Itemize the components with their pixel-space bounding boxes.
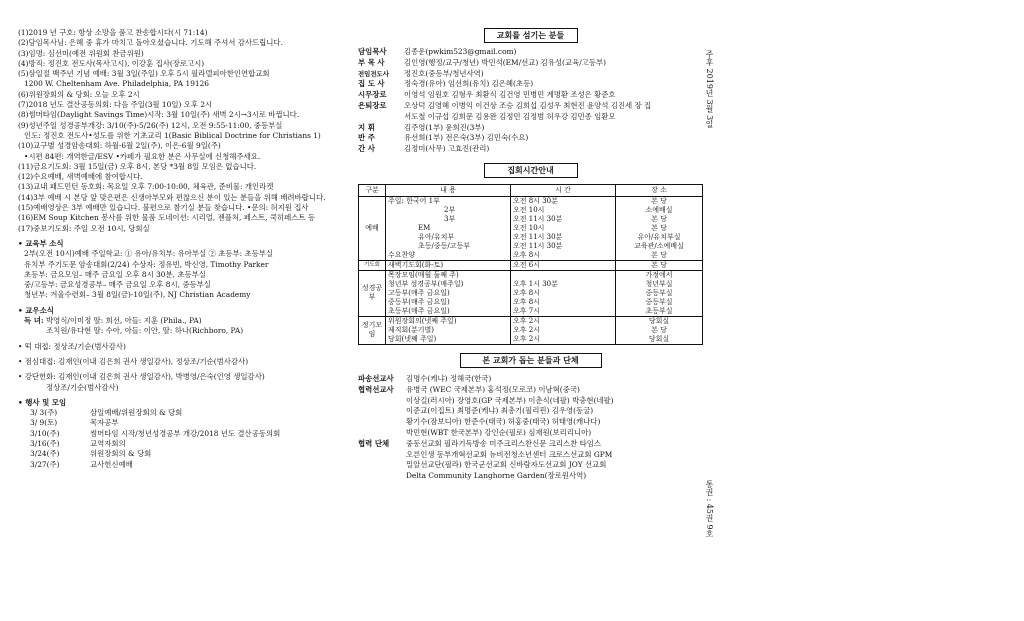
bulletin-date: 주후 2019년 3월 3일	[705, 50, 714, 129]
education-heading: • 교육부 소식	[18, 238, 64, 248]
event-item: 3/10(주) 썸머타임 시작/청년성경공부 개강/2018 년도 결산공동의회	[30, 428, 281, 438]
staff-row: 시무장로 이영석 임원호 김형우 최환식 김건영 민병민 계명환 조성은 황준호	[358, 90, 616, 100]
place-cell: 본 당 소예배실 본 당 본 당 유아/유치부실 교육관/소예배실 본 당	[616, 196, 703, 260]
group-name: 정기모임	[359, 316, 386, 344]
schedule-title: 집회시간안내	[484, 163, 578, 178]
event-item: 3/27(주) 교사헌신예배	[30, 459, 133, 469]
table-row	[359, 260, 703, 270]
staff-row: 부 목 사 김인영(행정/교구/청년) 박민석(EM/선교) 김유성(교육/고등부)	[358, 57, 606, 67]
announcement-item: (14)3부 예배 시 본당 앞 맞은편은 신생아부모와 편찮으신 분이 있는 분들을 위해 배려바랍니다.	[18, 192, 326, 202]
content-cell: 목장모임(매월 둘째 주) 청년부 성경공부(매주일) 고등부(매주 금요일) 중등부(매주 금요일) 초등부(매주 금요일)	[386, 270, 511, 316]
announcement-item: 1200 W. Cheltenham Ave. Philadelphia, PA 19126	[24, 79, 210, 89]
time-cell: 오후 1시 30분 오후 8시 오후 8시 오후 7시	[511, 270, 616, 316]
announcement-item: (17)중보기도회: 주일 오전 10시, 당회실	[18, 223, 150, 233]
event-item: 3/24(주) 위원장회의 & 당회	[30, 449, 152, 459]
table-row	[359, 270, 703, 316]
announcement-item: (3)임명: 심선미(예전 위원회 찬금위원)	[18, 48, 144, 58]
announcement-item: (6)위원장회의 & 당회: 오늘 오후 2시	[18, 89, 140, 99]
staff-title: 교회를 섬기는 분들	[484, 28, 578, 43]
mission-row: 이준교(이집트) 최명준(케냐) 최총기(필리핀) 김우영(동굴)	[406, 406, 594, 416]
table-row	[359, 316, 703, 344]
content-cell: 위원장회의(넷째 주일) 제직회(분기별) 당회(넷째 주일)	[386, 316, 511, 344]
birth-line: 조치원/유다현 딸: 수아, 아들: 이안, 딸: 하나(Richboro, PA)	[46, 326, 244, 336]
mission-row: 박민현(WBT 한국본부) 강인순(필로) 심재원(보리리니아)	[406, 427, 592, 437]
announcement-item: (9)성년주일 성경공부개강: 3/10(주)-5/26(주) 12시, 오전 9:55-11:00, 중등부실	[18, 120, 283, 130]
place-cell: 본 당	[616, 260, 703, 270]
col-header-place: 장 소	[616, 184, 703, 196]
mission-row: 오른인생 동부개혁선교회 뉴비전청소년센터 크로스선교회 GPM	[406, 449, 613, 459]
events-heading: • 행사 및 모임	[18, 397, 67, 407]
announcements-column	[18, 28, 348, 470]
table-header-row	[359, 184, 703, 196]
col-header-content: 내 용	[386, 184, 511, 196]
announcement-item: (10)교구별 성경암송대회: 하월-6월 2일(주), 이은-6월 9일(주)	[18, 141, 221, 151]
staff-list	[358, 47, 703, 155]
mission-row: 이상길(러시아) 장영호(GP 국제본부) 이춘식(네팔) 박충현(네팔)	[406, 395, 614, 405]
missions-title: 본 교회가 돕는 분들과 단체	[460, 353, 602, 368]
announcement-item: (5)삼일절 백주년 기념 예배: 3월 3일(주일) 오후 5시 필라델피아한인연합교회	[18, 69, 270, 79]
event-item: 3/ 9(토) 목자공부	[30, 418, 119, 428]
announcement-item: (16)EM Soup Kitchen 봉사를 위한 물품 도네이션: 시리얼, 젠플처, 페스트, 쿡히페스트 등	[18, 213, 316, 223]
duty-line: • 점심대접: 김재인(이내 김은희 권사 생일감사), 정상조/기순(범사감사)	[18, 356, 249, 366]
col-header-time: 시 간	[511, 184, 616, 196]
group-name: 성경공부	[359, 270, 386, 316]
table-row	[359, 196, 703, 260]
announcement-item: (4)방직: 정진호 전도사(목사고시), 이강훈 집사(장로고시)	[18, 58, 205, 68]
announcement-item: 인도: 정진호 전도사•성도를 위한 기초교리 1(Basic Biblical Doctrine for Christians 1)	[24, 130, 321, 140]
announcement-item: •시편 84편: 개역한글/ESV •카페가 필요한 분은 사무실에 신청해주세요.	[24, 151, 261, 161]
mission-row: 협력 단체 중동선교회 필라기독방송 미주크리스찬신문 크리스찬 타임스	[358, 438, 602, 448]
staff-row: 반 주 유선희(1부) 전은숙(3부) 김민숙(수요)	[358, 133, 529, 143]
event-item: 3/16(주) 교역자회의	[30, 438, 126, 448]
mission-row: 협력선교사 유병국 (WEC 국제본부) 홍석정(모로코) 이남혁(중국)	[358, 384, 580, 394]
staff-row: 지 휘 김주영(1부) 윤희진(3부)	[358, 122, 485, 132]
events-list	[18, 408, 348, 470]
announcement-item: (13)교내 패드민턴 동호회: 목요일 오후 7:00-10:00, 체육관, 준비물: 개인라켓	[18, 182, 274, 192]
content-cell: 주일: 한국어 1부 2부 3부 EM 유아/유치부 초등/중등/고등부 수요찬양	[386, 196, 511, 260]
issue-number: 통권 : 45권 9호	[705, 480, 714, 538]
place-cell: 당회실 본 당 당회실	[616, 316, 703, 344]
parish-heading: • 교우소식	[18, 305, 54, 315]
time-cell: 오전 6시	[511, 260, 616, 270]
duty-line: 정상조/기순(범사감사)	[46, 382, 119, 392]
announcement-item: (7)2018 년도 결산공동의회: 다음 주일(3월 10일) 오후 2시	[18, 100, 213, 110]
birth-label: 득 녀:	[24, 316, 44, 326]
duty-line: • 떡 대접: 정상조/기순(범사감사)	[18, 341, 126, 351]
mission-row: 황기수(잠보디아) 한준수(태국) 허홍중(태국) 허태영(캐나다)	[406, 417, 601, 427]
col-header-category: 구분	[359, 184, 386, 196]
announcement-item: (15)예배영상은 3부 예배만 있습니다. 불편으로 참기실 분들 찾습니다. •문의: 허지원 집사	[18, 203, 309, 213]
announcements-list	[18, 28, 348, 234]
education-line: 유치부 주기도문 암송대회(2/24) 수상자: 정유빈, 박신영, Timothy Parker	[24, 259, 269, 269]
education-line: 2부(오전 10시)예배 주일학교: ① 유아/유치부: 유아부실 ② 초등부: 초등부실	[24, 249, 274, 259]
group-name: 기도회	[359, 260, 386, 270]
mission-row: 밀알선교단(필라) 한국군선교회 신바람자도선교회 JOY 선교회	[406, 460, 607, 470]
education-line: 청년부: 겨울수련회– 3월 8일(금)-10일(주), NJ Christian Academy	[24, 290, 251, 300]
mission-row: 파송선교사 김명수(케냐) 정해국(한국)	[358, 373, 492, 383]
education-line: 중/고등부: 금요성경공부– 매주 금요일 오후 8시, 중등부실	[24, 280, 211, 290]
announcement-item: (2)담임목사님: 은혜 중 휴가 마치고 돌아오셨습니다. 기도해 주셔서 감사드립니다.	[18, 38, 283, 48]
staff-row: 간 사 김정미(사무) 고효진(관리)	[358, 144, 490, 154]
mission-row: Delta Community Langhorne Garden(장로원사역)	[406, 471, 587, 481]
duty-line: • 강단헌화: 김재인(이내 김은희 권사 생일감사), 박병영/은숙(인영 생일감사)	[18, 372, 265, 382]
staff-row: 담임목사 김종운(pwkim523@gmail.com)	[358, 47, 517, 56]
missions-list	[358, 374, 703, 482]
birth-text: 박영식/이미정 딸: 희선, 아들: 지훈 (Phila., PA)	[45, 316, 202, 326]
staff-row: 전임전도사 정진호(중등부/청년사역)	[358, 68, 484, 78]
announcement-item: (12)수요예배, 새벽예배에 참여합시다.	[18, 172, 143, 182]
church-info-column	[358, 28, 703, 482]
event-item: 3/ 3(주) 삼일예배/위원장회의 & 당회	[30, 408, 183, 418]
birth-line	[18, 316, 348, 326]
content-cell: 새벽기도회(화-토)	[386, 260, 511, 270]
staff-row: 은퇴장로 오상덕 김영혜 이병익 이건상 조승 김희섭 김성우 최현진 윤양석 김진세 장 집	[358, 100, 652, 110]
education-line: 초등부: 금요모임– 매주 금요일 오후 8시 30분, 초등부실	[24, 269, 206, 279]
time-cell: 오후 2시 오후 2시 오후 2시	[511, 316, 616, 344]
time-cell: 오전 8시 30분 오전 10시 오전 11시 30분 오전 10시 오전 11시 30분 오전 11시 30분 오후 8시	[511, 196, 616, 260]
service-schedule-table	[358, 184, 703, 345]
announcement-item: (8)썸머타임(Daylight Savings Time)시작: 3월 10일(주) 새벽 2시→3시로 바뀝니다.	[18, 110, 300, 120]
announcement-item: (1)2019 년 구호: 항상 소망을 품고 찬송합시다(시 71:14)	[18, 28, 208, 37]
staff-row: 집 도 사 정숙경(유아) 임선희(유치) 김은혜(초등)	[358, 79, 534, 89]
announcement-item: (11)금요기도회: 3월 15일(금) 오후 8시, 본당 *3월 8일 모임은 없습니다.	[18, 161, 257, 171]
place-cell: 가정에서 청년부실 중등부실 중등부실 초등부실	[616, 270, 703, 316]
group-name: 예배	[359, 196, 386, 260]
staff-row: 서도철 이규섭 김희문 김용완 김정민 김정범 허우강 김민종 임환모	[404, 111, 616, 121]
